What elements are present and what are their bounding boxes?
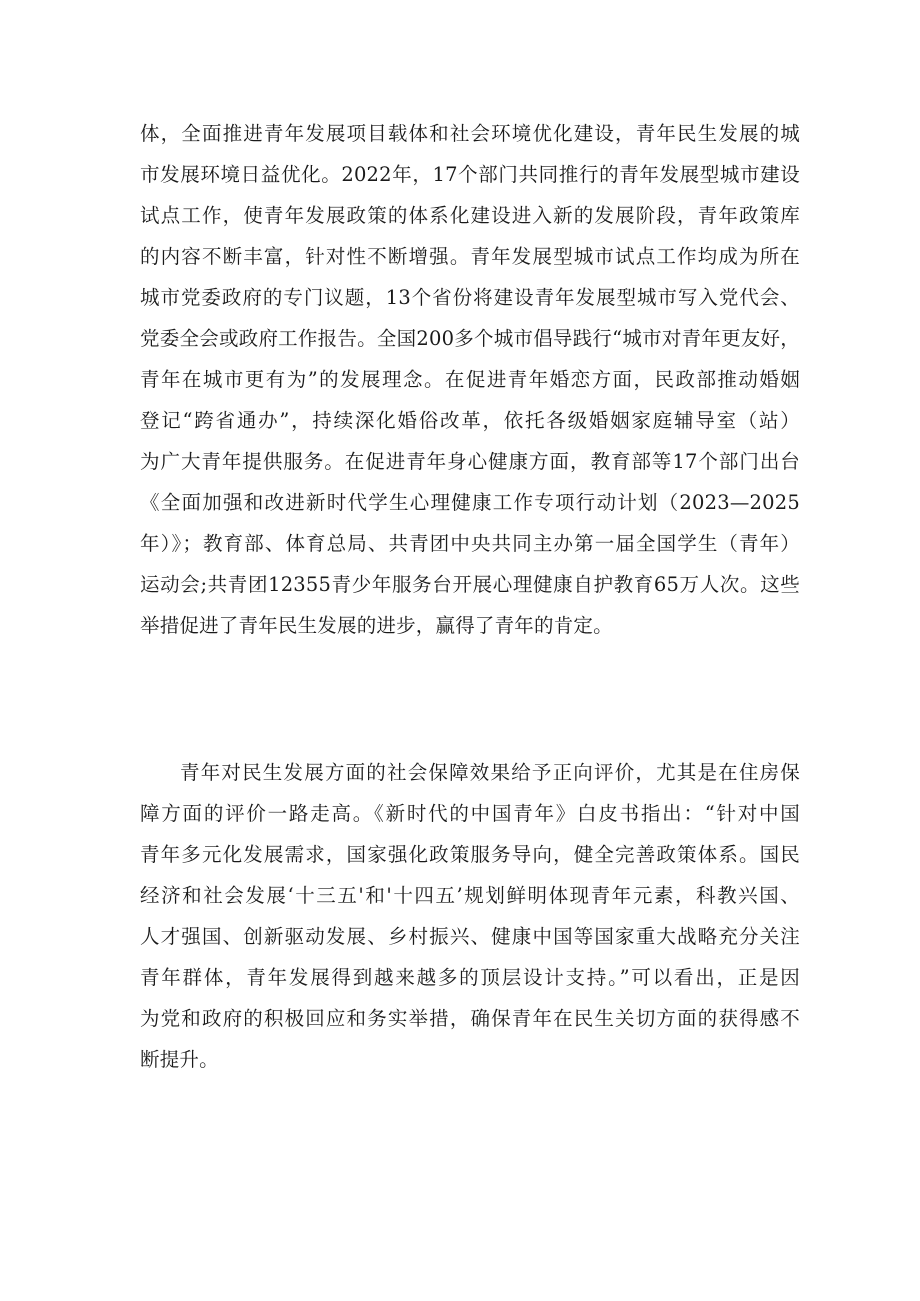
text-line: 为广大青年提供服务。在促进青年身心健康方面，教育部等17个部门出台 (140, 450, 800, 473)
text-line: 青年多元化发展需求，国家强化政策服务导向，健全完善政策体系。国民 (140, 843, 800, 866)
text-line: 《全面加强和改进新时代学生心理健康工作专项行动计划（2023—2025 (140, 491, 800, 514)
text-line: 年）》；教育部、体育总局、共青团中央共同主办第一届全国学生（青年） (140, 532, 800, 555)
text-line: 青年群体，青年发展得到越来越多的顶层设计支持。”可以看出，正是因 (140, 966, 800, 989)
text-line: 登记“跨省通办”，持续深化婚俗改革，依托各级婚姻家庭辅导室（站） (140, 409, 800, 432)
text-line: 为党和政府的积极回应和务实举措，确保青年在民生关切方面的获得感不 (140, 1007, 800, 1030)
paragraph-2 (140, 752, 800, 1080)
paragraph-1 (140, 113, 800, 646)
text-line: 举措促进了青年民生发展的进步，赢得了青年的肯定。 (140, 614, 613, 637)
text-line: 城市党委政府的专门议题，13个省份将建设青年发展型城市写入党代会、 (140, 286, 800, 309)
text-line: 障方面的评价一路走高。《新时代的中国青年》白皮书指出：“针对中国 (140, 802, 800, 825)
text-line: 市发展环境日益优化。2022年，17个部门共同推行的青年发展型城市建设 (140, 163, 800, 186)
text-line: 人才强国、创新驱动发展、乡村振兴、健康中国等国家重大战略充分关注 (140, 925, 800, 948)
text-line: 断提升。 (140, 1048, 219, 1071)
text-line: 青年对民生发展方面的社会保障效果给予正向评价，尤其是在住房保 (180, 761, 800, 784)
text-line: 党委全会或政府工作报告。全国200多个城市倡导践行“城市对青年更友好， (140, 327, 800, 350)
text-line: 运动会;共青团12355青少年服务台开展心理健康自护教育65万人次。这些 (140, 573, 800, 596)
text-line: 试点工作，使青年发展政策的体系化建设进入新的发展阶段，青年政策库 (140, 204, 800, 227)
text-line: 经济和社会发展‘十三五'和'十四五’规划鲜明体现青年元素，科教兴国、 (140, 884, 800, 907)
text-line: 青年在城市更有为”的发展理念。在促进青年婚恋方面，民政部推动婚姻 (140, 368, 800, 391)
text-line: 体，全面推进青年发展项目载体和社会环境优化建设，青年民生发展的城 (140, 122, 800, 145)
text-line: 的内容不断丰富，针对性不断增强。青年发展型城市试点工作均成为所在 (140, 245, 800, 268)
